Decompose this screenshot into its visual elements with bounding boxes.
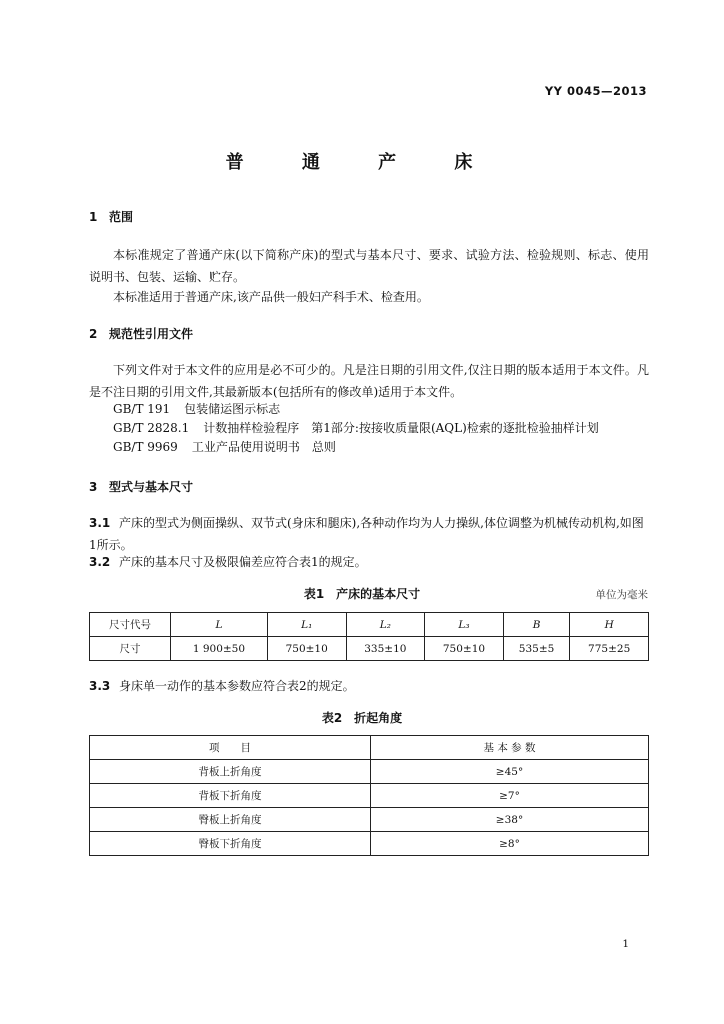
section-1-heading [89,208,133,225]
standard-number: YY 0045—2013 [544,84,647,98]
table-cell: 775±25 [570,637,649,661]
table-row [90,736,649,760]
document-title: 普 通 产 床 [225,152,499,173]
clause-text: 产床的基本尺寸及极限偏差应符合表1的规定。 [119,555,367,569]
table-cell: 臀板上折角度 [90,808,371,832]
clause-number: 3.2 [89,555,111,569]
section-3-heading [89,478,193,495]
table-1-unit: 单位为毫米 [595,589,648,601]
reference-code: GB/T 9969 [113,440,178,454]
clause-3-1 [89,512,649,556]
table-1 [89,612,649,661]
section-title: 范围 [109,210,134,224]
section-title: 型式与基本尺寸 [109,480,194,494]
clause-text: 身床单一动作的基本参数应符合表2的规定。 [119,679,355,693]
table-header-cell: B [503,613,570,637]
table-2 [89,735,649,856]
table-header-cell: L₂ [346,613,425,637]
section-1-paragraph-1: 本标准规定了普通产床(以下简称产床)的型式与基本尺寸、要求、试验方法、检验规则、标志、使用说明书、包装、运输、贮存。 [89,248,649,284]
section-title: 规范性引用文件 [109,327,194,341]
table-row [90,613,649,637]
reference-title: 包装储运图示标志 [184,402,281,416]
table-cell: ≥7° [371,784,649,808]
table-row [90,637,649,661]
table-header-cell: 基 本 参 数 [371,736,649,760]
table-header-cell: H [570,613,649,637]
table-cell: 750±10 [425,637,504,661]
reference-item [113,437,336,457]
reference-item [113,418,599,438]
table-cell: 背板上折角度 [90,760,371,784]
table-header-cell: L₁ [267,613,346,637]
table-cell: 臀板下折角度 [90,832,371,856]
reference-title: 计数抽样检验程序 第1部分:按接收质量限(AQL)检索的逐批检验抽样计划 [203,421,599,435]
section-number: 3 [89,480,98,494]
table-2-caption: 表2 折起角度 [321,711,403,725]
table-row [90,760,649,784]
table-cell: ≥45° [371,760,649,784]
table-cell: 750±10 [267,637,346,661]
reference-code: GB/T 2828.1 [113,421,190,435]
table-cell: 1 900±50 [171,637,268,661]
table-1-caption: 表1 产床的基本尺寸 [303,587,421,601]
reference-code: GB/T 191 [113,402,171,416]
table-cell: ≥8° [371,832,649,856]
table-header-cell: L₃ [425,613,504,637]
section-2-intro: 下列文件对于本文件的应用是必不可少的。凡是注日期的引用文件,仅注日期的版本适用于本文件。凡是不注日期的引用文件,其最新版本(包括所有的修改单)适用于本文件。 [89,363,649,399]
clause-3-3 [89,675,649,697]
clause-number: 3.3 [89,679,111,693]
table-row [90,808,649,832]
reference-item [113,399,280,419]
clause-3-2 [89,551,649,573]
clause-number: 3.1 [89,516,111,530]
table-header-cell: 项 目 [90,736,371,760]
section-number: 1 [89,210,98,224]
clause-text: 产床的型式为侧面操纵、双节式(身床和腿床),各种动作均为人力操纵,体位调整为机械传动机构,如图1所示。 [89,516,644,552]
table-header-cell: 尺寸 [90,637,171,661]
table-header-cell: 尺寸代号 [90,613,171,637]
table-cell: ≥38° [371,808,649,832]
table-row [90,832,649,856]
table-cell: 335±10 [346,637,425,661]
table-cell: 背板下折角度 [90,784,371,808]
section-2-heading [89,325,193,342]
table-header-cell: L [171,613,268,637]
page-number: 1 [622,938,629,950]
reference-title: 工业产品使用说明书 总则 [191,440,336,454]
table-row [90,784,649,808]
section-number: 2 [89,327,98,341]
table-cell: 535±5 [503,637,570,661]
section-1-paragraph-2: 本标准适用于普通产床,该产品供一般妇产科手术、检查用。 [113,290,429,304]
